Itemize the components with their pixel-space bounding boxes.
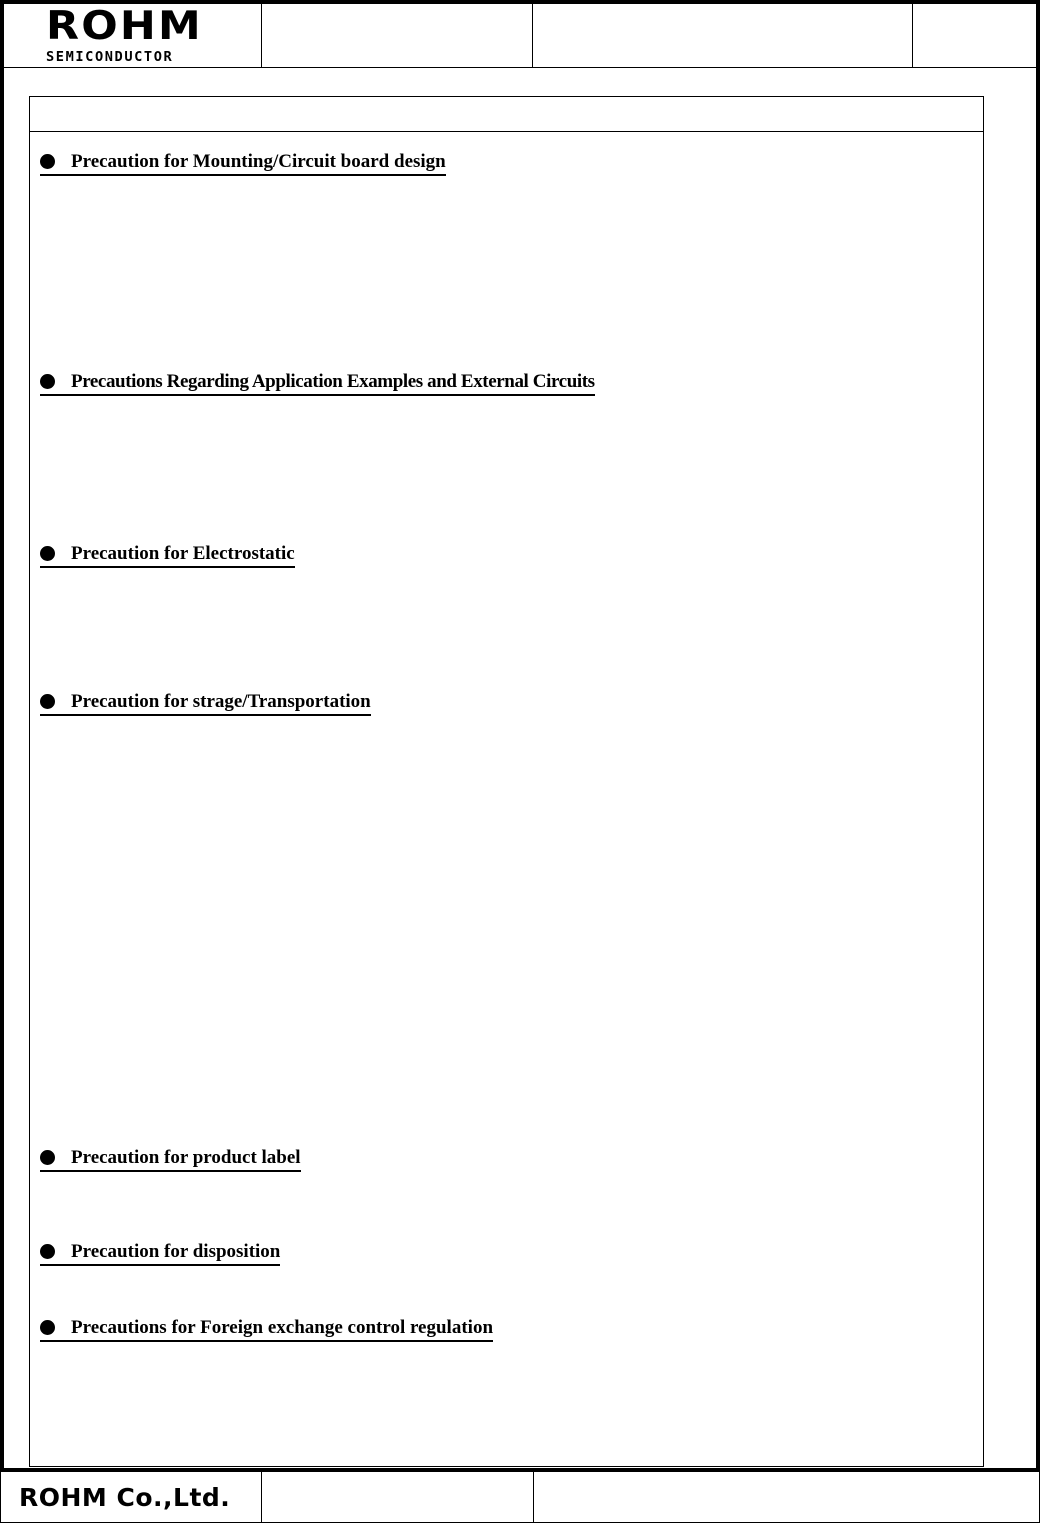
section-mounting [40, 151, 446, 176]
bullet-icon [40, 1320, 55, 1335]
bullet-icon [40, 546, 55, 561]
header-cell-4 [913, 4, 1036, 67]
section-disposition [40, 1241, 280, 1266]
section-title: Precaution for Mounting/Circuit board design [71, 151, 446, 172]
header-cell-3 [533, 4, 913, 67]
section-title: Precaution for Electrostatic [71, 543, 295, 564]
section-electrostatic [40, 543, 295, 568]
page-footer [0, 1468, 1040, 1523]
section-title: Precautions Regarding Application Examples and External Circuits [71, 371, 595, 392]
content-box [29, 96, 984, 1467]
rohm-logo [46, 4, 222, 67]
logo-sub-text: SEMICONDUCTOR [46, 50, 174, 65]
section-product-label [40, 1147, 301, 1172]
company-name: ROHM Co.,Ltd. [19, 1482, 231, 1512]
section-title: Precaution for strage/Transportation [71, 691, 371, 712]
content-title-row [30, 97, 983, 132]
section-application-examples [40, 371, 595, 396]
bullet-icon [40, 1150, 55, 1165]
footer-cell-2 [262, 1472, 534, 1523]
section-storage-transportation [40, 691, 371, 716]
header-logo-cell [4, 4, 262, 67]
page-header [4, 4, 1036, 68]
section-title: Precaution for product label [71, 1147, 301, 1168]
footer-cell-3 [534, 1472, 1040, 1523]
logo-main-text: ROHM [46, 4, 203, 49]
section-title: Precautions for Foreign exchange control regulation [71, 1317, 494, 1338]
section-foreign-exchange [40, 1317, 493, 1342]
footer-company-cell [0, 1472, 262, 1523]
header-cell-2 [262, 4, 533, 67]
bullet-icon [40, 154, 55, 169]
bullet-icon [40, 694, 55, 709]
bullet-icon [40, 1244, 55, 1259]
section-title: Precaution for disposition [71, 1241, 281, 1262]
bullet-icon [40, 374, 55, 389]
